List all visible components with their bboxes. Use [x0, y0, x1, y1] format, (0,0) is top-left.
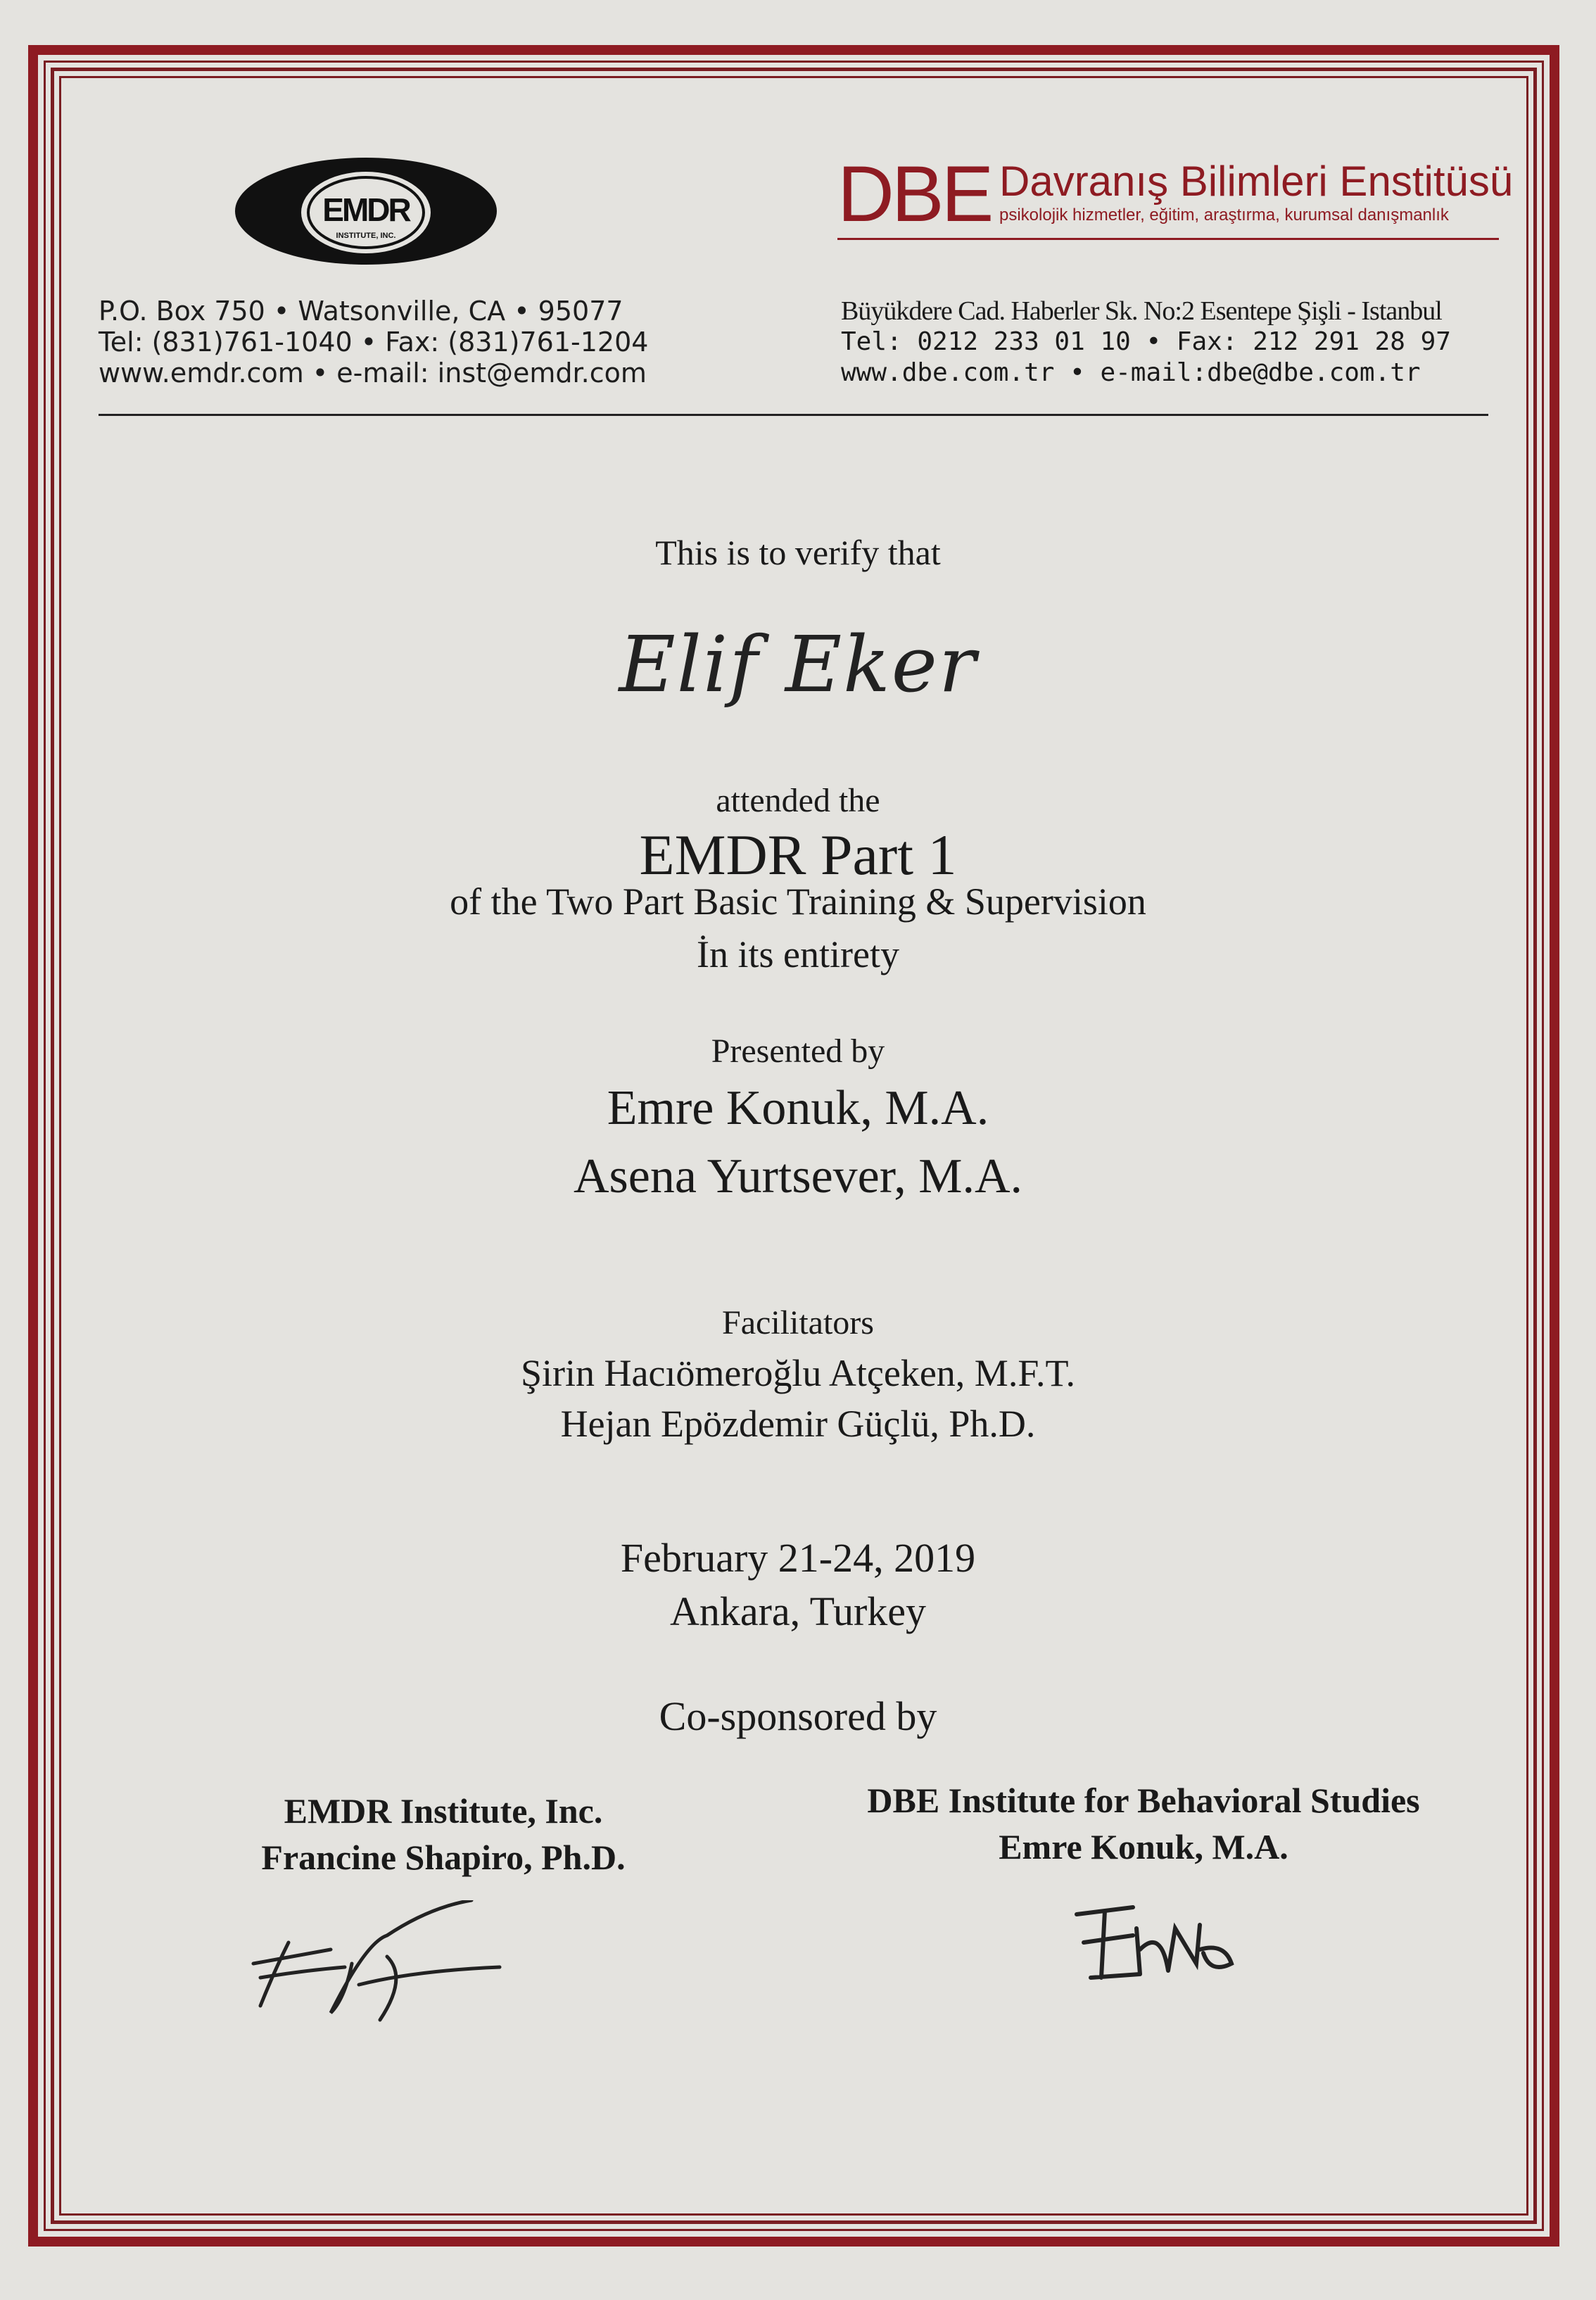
- presented-by-label: Presented by: [711, 1032, 885, 1070]
- verify-intro: This is to verify that: [655, 533, 941, 572]
- emdr-address: P.O. Box 750 • Watsonville, CA • 95077: [99, 296, 623, 327]
- dbe-logo: [837, 150, 1514, 246]
- facilitator-name: Hejan Epözdemir Güçlü, Ph.D.: [560, 1403, 1036, 1445]
- dbe-logo-letters: DBE: [837, 150, 992, 238]
- presenter-name: Asena Yurtsever, M.A.: [573, 1149, 1023, 1203]
- dbe-phone: Tel: 0212 233 01 10 • Fax: 212 291 28 97: [841, 327, 1451, 356]
- course-subtitle: of the Two Part Basic Training & Supervision: [450, 880, 1146, 923]
- signature-left: [246, 1900, 514, 2027]
- entirety-text: İn its entirety: [697, 933, 899, 975]
- recipient-name: Elif Eker: [619, 619, 977, 709]
- dbe-logo-rule: [837, 238, 1499, 240]
- svg-text:EMDR: EMDR: [322, 191, 410, 228]
- dbe-tagline: psikolojik hizmetler, eğitim, araştırma, kurumsal danışmanlık: [999, 206, 1449, 225]
- attended-text: attended the: [716, 782, 880, 819]
- event-location: Ankara, Turkey: [669, 1588, 927, 1634]
- sponsor-person: Francine Shapiro, Ph.D.: [261, 1838, 626, 1877]
- facilitator-name: Şirin Hacıömeroğlu Atçeken, M.F.T.: [520, 1352, 1076, 1394]
- presenter-name: Emre Konuk, M.A.: [607, 1081, 989, 1135]
- facilitators-label: Facilitators: [722, 1304, 874, 1341]
- event-date: February 21-24, 2019: [620, 1535, 976, 1581]
- dbe-address: Büyükdere Cad. Haberler Sk. No:2 Esentepe Şişli - Istanbul: [841, 296, 1442, 326]
- sponsor-left: [183, 1788, 704, 1881]
- course-title: EMDR Part 1: [639, 823, 957, 887]
- sponsor-right: [816, 1777, 1471, 1870]
- sponsor-org: EMDR Institute, Inc.: [284, 1791, 603, 1831]
- emdr-phone: Tel: (831)761-1040 • Fax: (831)761-1204: [99, 327, 649, 358]
- dbe-web: www.dbe.com.tr • e-mail:dbe@dbe.com.tr: [841, 358, 1421, 387]
- dbe-contact-block: [841, 296, 1492, 388]
- sponsor-person: Emre Konuk, M.A.: [999, 1827, 1288, 1866]
- border-inner-3: [59, 76, 1528, 2216]
- emdr-web: www.emdr.com • e-mail: inst@emdr.com: [99, 358, 647, 388]
- emdr-contact-block: [99, 296, 676, 388]
- dbe-name: Davranış Bilimleri Enstitüsü: [999, 158, 1514, 205]
- svg-text:INSTITUTE, INC.: INSTITUTE, INC.: [336, 232, 396, 240]
- signature-right: [1070, 1886, 1253, 1999]
- sponsor-org: DBE Institute for Behavioral Studies: [867, 1781, 1420, 1820]
- cosponsored-label: Co-sponsored by: [659, 1693, 937, 1739]
- emdr-logo: [232, 155, 500, 267]
- header-divider: [99, 414, 1488, 416]
